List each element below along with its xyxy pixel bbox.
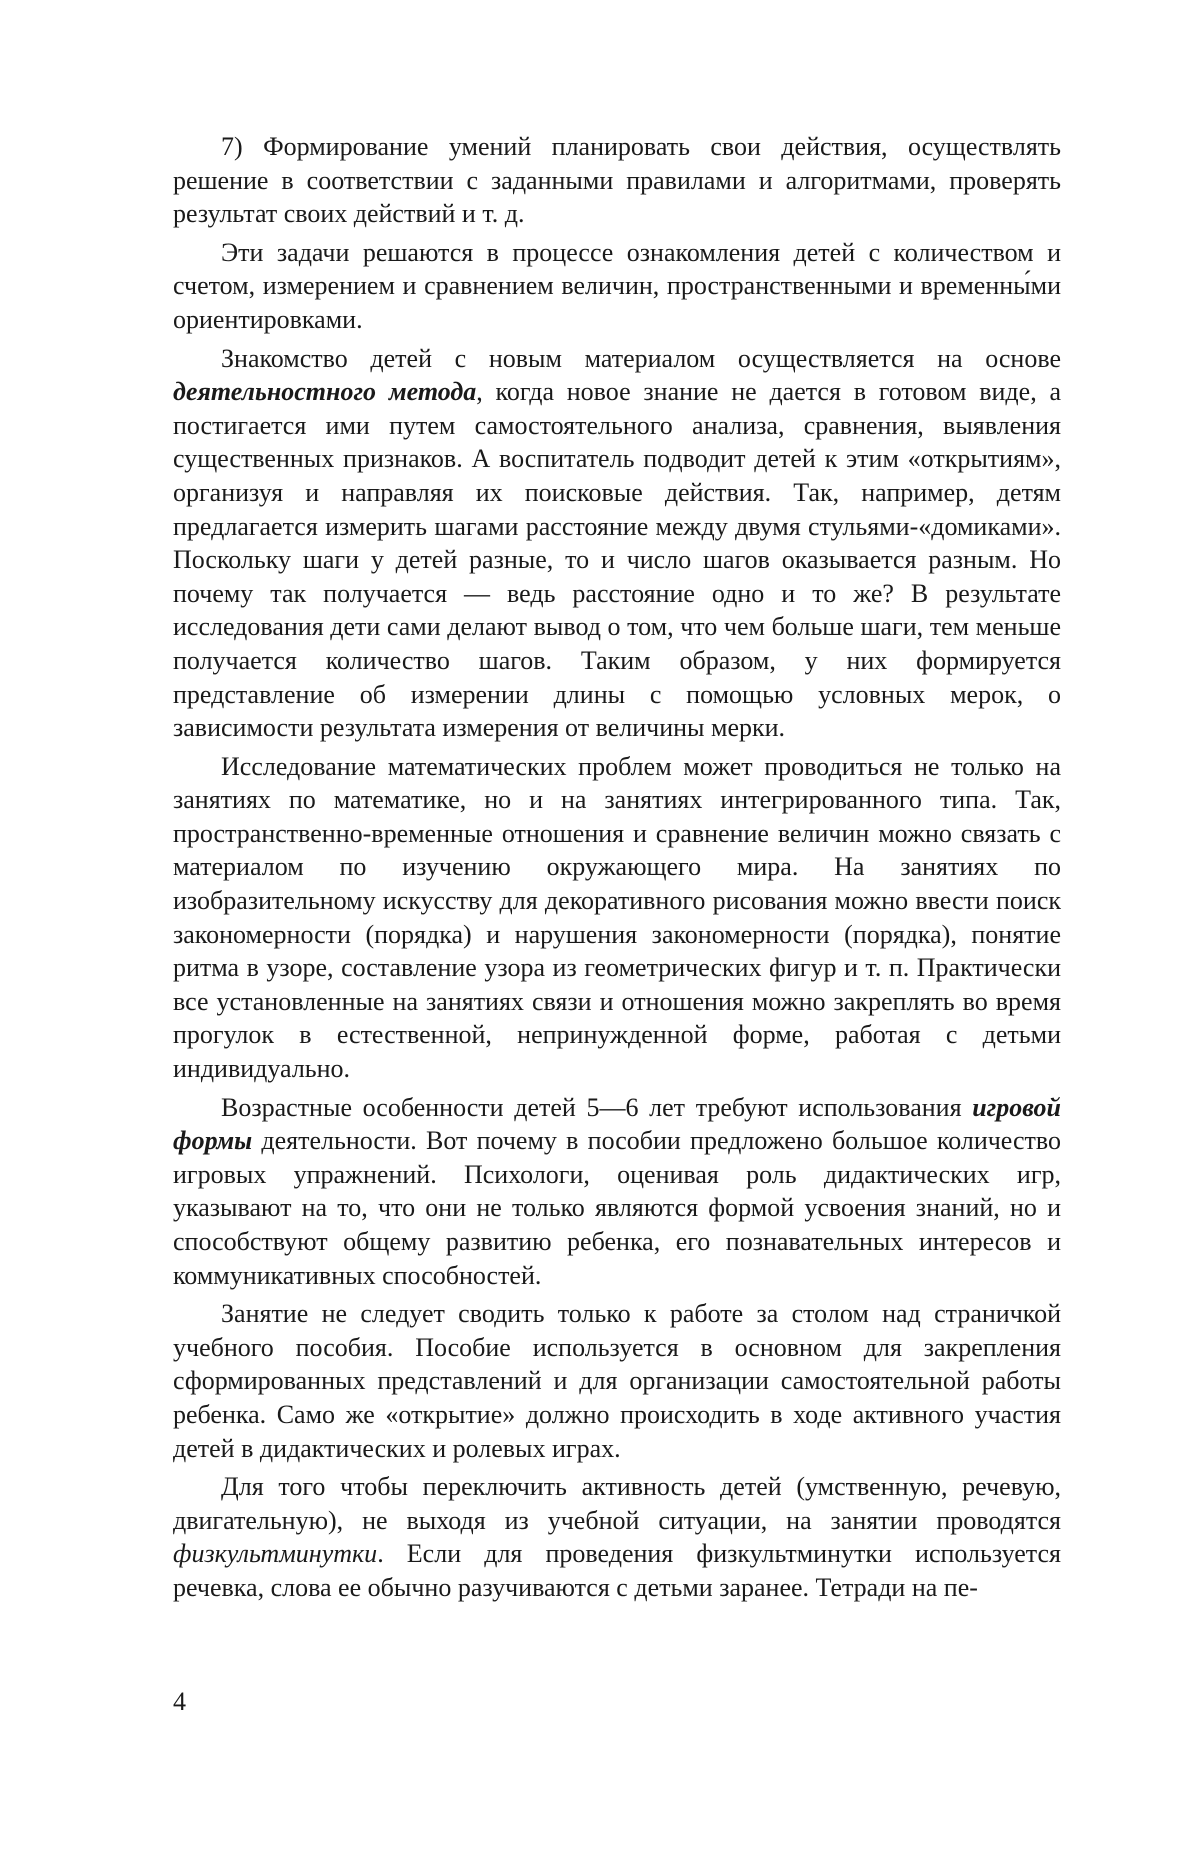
paragraph-7: [173, 1470, 1061, 1604]
paragraph-3-emphasis: деятельностного метода: [173, 377, 477, 407]
page-number: 4: [173, 1687, 186, 1716]
paragraph-4: [173, 750, 1061, 1086]
paragraph-5-text-a: Возрастные особенности детей 5—6 лет требуют использования: [221, 1092, 973, 1122]
paragraph-7-emphasis: физкультминутки: [173, 1539, 378, 1569]
paragraph-4-text: Исследование математических проблем может проводиться не только на занятиях по математике, но и на занятиях интегрированного типа. Так, пространственно-временные отношения и сравнение величин можно связать с материалом по изучению окружающего мира. На занятиях по изобразительному искусству для декоративного рисования можно ввести поиск закономерности (порядка) и нарушения закономерности (порядка), понятие ритма в узоре, составление узора из геометрических фигур и т. п. Практически все установленные на занятиях связи и отношения можно закреплять во время прогулок в естественной, непринужденной форме, работая с детьми индивидуально.: [173, 751, 1061, 1084]
paragraph-3-text-a: Знакомство детей с новым материалом осуществляется на основе: [221, 343, 1061, 373]
paragraph-3: [173, 342, 1061, 745]
paragraph-2: [173, 236, 1061, 337]
page-text: [173, 130, 1061, 1610]
paragraph-5-emphasis: игровой формы: [173, 1092, 1061, 1156]
paragraph-1-text: 7) Формирование умений планировать свои действия, осуществлять решение в соответствии с заданными правилами и алгоритмами, проверять результат своих действий и т. д.: [173, 132, 1061, 229]
paragraph-2-text: Эти задачи решаются в процессе ознакомления детей с количеством и счетом, измерением и сравнением величин, пространственными и временны́ми ориентировками.: [173, 237, 1061, 334]
paragraph-6-text: Занятие не следует сводить только к работе за столом над страничкой учебного пособия. Пособие используется в основном для закрепления сформированных представлений и для организации самостоятельной работы ребенка. Само же «открытие» должно происходить в ходе активного участия детей в дидактических и ролевых играх.: [173, 1299, 1061, 1463]
paragraph-7-text-b: . Если для проведения физкультминутки используется речевка, слова ее обычно разучиваются с детьми заранее. Тетради на пе-: [173, 1539, 1061, 1602]
paragraph-5-text-b: деятельности. Вот почему в пособии предложено большое количество игровых упражнений. Психологи, оценивая роль дидактических игр, указывают на то, что они не только являются формой усвоения знаний, но и способствуют общему развитию ребенка, его познавательных интересов и коммуникативных способностей.: [173, 1126, 1061, 1290]
paragraph-7-text-a: Для того чтобы переключить активность детей (умственную, речевую, двигательную), не выходя из учебной ситуации, на занятии проводятся: [173, 1472, 1061, 1535]
paragraph-6: [173, 1297, 1061, 1465]
paragraph-3-text-b: , когда новое знание не дается в готовом виде, а постигается ими путем самостоятельного анализа, сравнения, выявления существенных признаков. А воспитатель подводит детей к этим «открытиям», организуя и направляя их поисковые действия. Так, например, детям предлагается измерить шагами расстояние между двумя стульями-«домиками». Поскольку шаги у детей разные, то и число шагов оказывается разным. Но почему так получается — ведь расстояние одно и то же? В результате исследования дети сами делают вывод о том, что чем больше шаги, тем меньше получается количество шагов. Таким образом, у них формируется представление об измерении длины с помощью условных мерок, о зависимости результата измерения от величины мерки.: [173, 377, 1061, 743]
paragraph-5: [173, 1091, 1061, 1293]
paragraph-1: [173, 130, 1061, 231]
